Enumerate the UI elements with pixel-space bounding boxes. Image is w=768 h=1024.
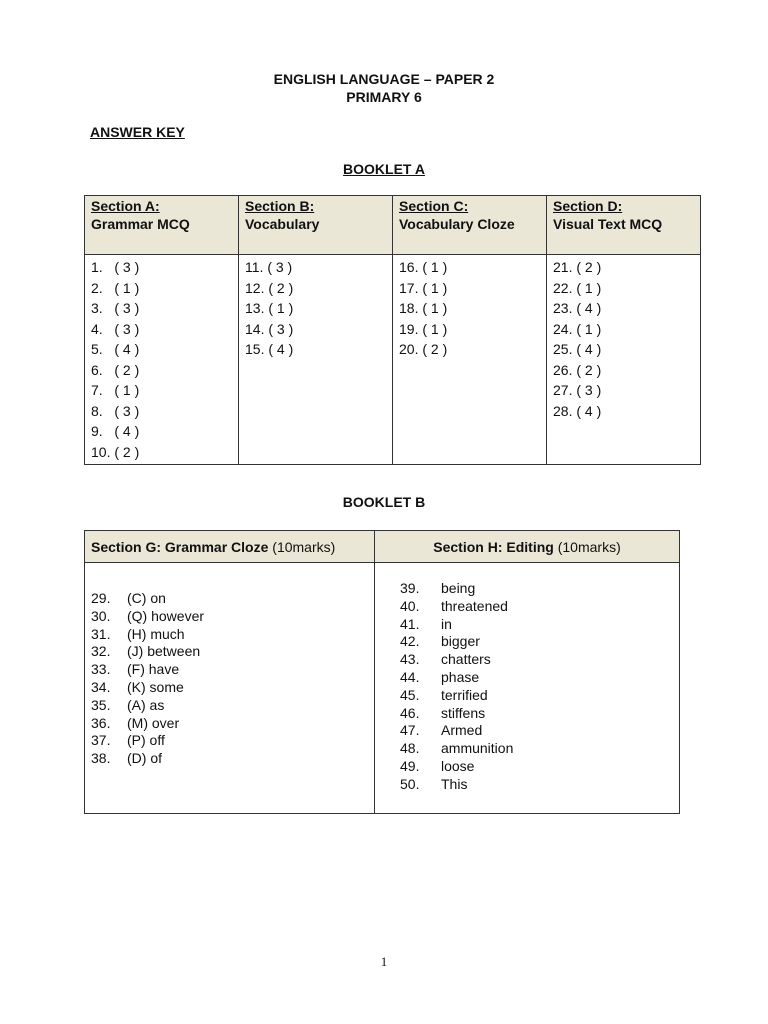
answer-row: [91, 750, 374, 768]
answer-item: 12. ( 2 ): [245, 279, 294, 296]
section-b-answers: [239, 255, 393, 465]
answer-number: 41.: [400, 615, 420, 632]
section-a-answers: [85, 255, 239, 465]
answer-number: 32.: [91, 643, 111, 660]
answer-text: ammunition: [441, 740, 514, 757]
answer-item: 28. ( 4 ): [553, 402, 602, 419]
answer-row: [91, 715, 374, 733]
answer-text: threatened: [441, 597, 508, 614]
document-title: ENGLISH LANGUAGE – PAPER 2: [273, 71, 495, 87]
answer-number: 48.: [400, 740, 420, 757]
answer-text: (D) of: [127, 750, 162, 767]
answer-item: 8. ( 3 ): [91, 402, 140, 419]
answer-row: [400, 722, 679, 740]
answer-item: 11. ( 3 ): [245, 259, 293, 275]
answer-text: This: [441, 775, 468, 792]
answer-text: Armed: [441, 722, 483, 739]
answer-number: 37.: [91, 732, 111, 749]
answer-item: 15. ( 4 ): [245, 341, 294, 357]
answer-row: [91, 679, 374, 697]
answer-row: [400, 687, 679, 705]
answer-row: [91, 732, 374, 750]
answer-text: (P) off: [127, 732, 165, 749]
answer-number: 31.: [91, 625, 111, 642]
section-g-header: Section G: Grammar Cloze (10marks): [85, 531, 375, 563]
answer-number: 38.: [91, 750, 111, 767]
answer-item: 24. ( 1 ): [553, 320, 602, 337]
answer-number: 49.: [400, 757, 420, 774]
answer-text: being: [441, 580, 476, 596]
answer-text: chatters: [441, 651, 491, 668]
answer-text: (F) have: [127, 661, 180, 678]
answer-row: [91, 590, 374, 608]
answer-row: [400, 580, 679, 598]
answer-item: 26. ( 2 ): [553, 361, 602, 378]
answer-item: 27. ( 3 ): [553, 382, 602, 398]
section-c-header: Section C: Vocabulary Cloze: [393, 196, 547, 255]
answer-number: 40.: [400, 597, 420, 614]
answer-number: 36.: [91, 714, 111, 731]
section-h-header: Section H: Editing (10marks): [375, 531, 680, 563]
answer-number: 29.: [91, 590, 111, 606]
section-h-answers: [375, 563, 680, 814]
answer-row: [400, 705, 679, 723]
answer-text: in: [441, 615, 452, 632]
section-a-header: Section A: Grammar MCQ: [85, 196, 239, 255]
answer-row: [400, 740, 679, 758]
answer-row: [400, 633, 679, 651]
answer-key-heading: ANSWER KEY: [90, 124, 185, 140]
booklet-a-table: [84, 195, 701, 465]
answer-text: (J) between: [127, 643, 201, 660]
answer-number: 47.: [400, 722, 420, 739]
section-d-header: Section D: Visual Text MCQ: [547, 196, 701, 255]
answer-item: 9. ( 4 ): [91, 423, 140, 439]
booklet-b-table: [84, 530, 680, 814]
answer-item: 6. ( 2 ): [91, 361, 140, 378]
answer-row: [400, 669, 679, 687]
answer-item: 17. ( 1 ): [399, 279, 448, 296]
answer-number: 33.: [91, 661, 111, 678]
answer-item: 25. ( 4 ): [553, 341, 602, 357]
answer-number: 44.: [400, 668, 420, 685]
answer-item: 14. ( 3 ): [245, 320, 294, 337]
answer-row: [91, 608, 374, 626]
answer-row: [400, 651, 679, 669]
page-number: 1: [380, 954, 388, 969]
answer-number: 42.: [400, 633, 420, 650]
answer-text: (K) some: [127, 678, 184, 695]
answer-item: 2. ( 1 ): [91, 279, 140, 296]
answer-row: [91, 626, 374, 644]
answer-item: 10. ( 2 ): [91, 443, 140, 460]
answer-item: 19. ( 1 ): [399, 320, 448, 337]
answer-text: phase: [441, 668, 480, 685]
section-c-answers: [393, 255, 547, 465]
answer-item: 22. ( 1 ): [553, 279, 602, 296]
answer-item: 4. ( 3 ): [91, 320, 140, 337]
answer-row: [400, 776, 679, 794]
answer-row: [400, 598, 679, 616]
answer-item: 1. ( 3 ): [91, 259, 140, 275]
booklet-a-heading: BOOKLET A: [343, 161, 425, 177]
answer-item: 3. ( 3 ): [91, 300, 140, 316]
answer-text: (C) on: [127, 590, 166, 606]
answer-row: [91, 661, 374, 679]
section-b-header: Section B: Vocabulary: [239, 196, 393, 255]
answer-text: stiffens: [441, 704, 486, 721]
answer-number: 46.: [400, 704, 420, 721]
answer-item: 23. ( 4 ): [553, 300, 602, 316]
answer-text: (M) over: [127, 714, 180, 731]
answer-number: 34.: [91, 678, 111, 695]
answer-row: [400, 616, 679, 634]
answer-item: 21. ( 2 ): [553, 259, 602, 275]
document-subtitle: PRIMARY 6: [346, 89, 422, 105]
answer-number: 50.: [400, 775, 420, 792]
answer-item: 16. ( 1 ): [399, 259, 448, 275]
answer-item: 18. ( 1 ): [399, 300, 448, 316]
answer-row: [91, 697, 374, 715]
answer-text: (Q) however: [127, 607, 205, 624]
section-g-answers: [85, 563, 375, 814]
answer-item: 13. ( 1 ): [245, 300, 294, 316]
answer-text: terrified: [441, 686, 488, 703]
answer-text: loose: [441, 757, 475, 774]
answer-text: (H) much: [127, 625, 185, 642]
answer-number: 45.: [400, 686, 420, 703]
answer-item: 20. ( 2 ): [399, 341, 448, 357]
answer-number: 39.: [400, 580, 420, 596]
answer-row: [91, 643, 374, 661]
answer-row: [400, 758, 679, 776]
answer-number: 35.: [91, 696, 111, 713]
answer-item: 5. ( 4 ): [91, 341, 140, 357]
section-d-answers: [547, 255, 701, 465]
answer-number: 30.: [91, 607, 111, 624]
answer-text: (A) as: [127, 696, 165, 713]
booklet-b-heading: BOOKLET B: [342, 494, 426, 510]
answer-item: 7. ( 1 ): [91, 382, 140, 398]
answer-number: 43.: [400, 651, 420, 668]
answer-text: bigger: [441, 633, 480, 650]
